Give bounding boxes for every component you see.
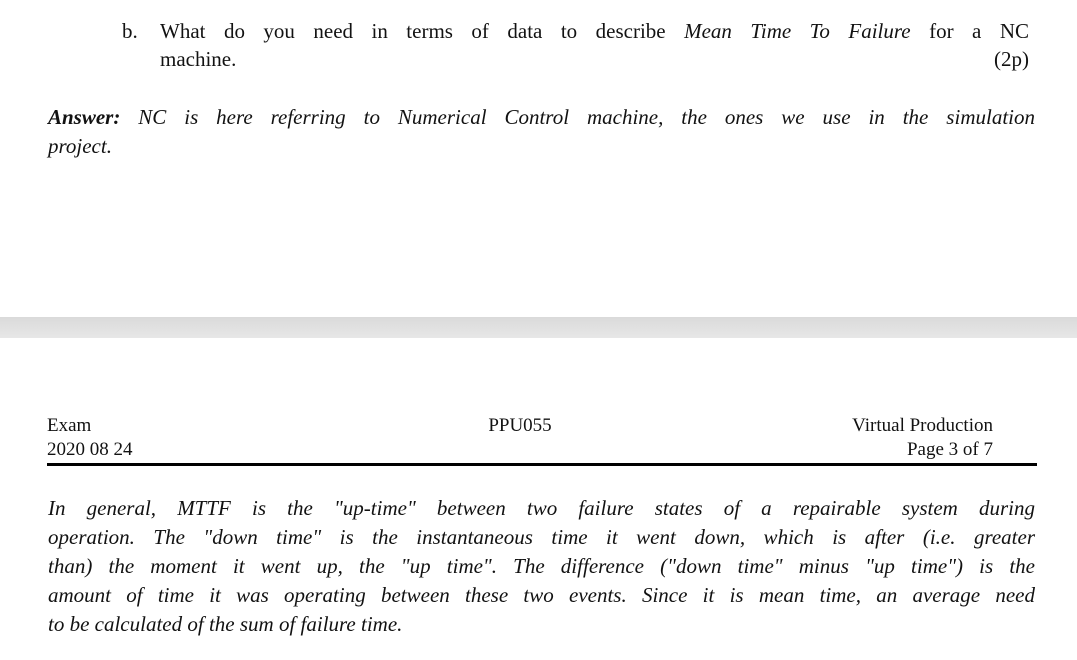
question-line1-post: for a NC xyxy=(910,19,1029,43)
page-header xyxy=(47,414,993,462)
header-page-number: Page 3 of 7 xyxy=(906,439,993,460)
mttf-paragraph-line: operation. The "down time" is the instantaneous time it went down, which is after (i.e. greater xyxy=(48,525,1035,549)
answer-line1-text: NC is here referring to Numerical Control machine, the ones we use in the simulation xyxy=(120,105,1035,129)
question-line1 xyxy=(160,17,1029,45)
header-course-code: PPU055 xyxy=(488,415,552,436)
header-date: 2020 08 24 xyxy=(47,439,133,460)
mttf-paragraph xyxy=(48,494,1035,639)
mttf-paragraph-line: In general, MTTF is the "up-time" between two failure states of a repairable system during xyxy=(48,496,1035,520)
question-body xyxy=(160,17,1029,73)
mttf-paragraph-line: to be calculated of the sum of failure time. xyxy=(48,612,403,636)
header-rule xyxy=(47,463,1037,466)
header-right xyxy=(678,414,993,462)
question-line2 xyxy=(160,45,1029,73)
question-points: (2p) xyxy=(994,47,1029,71)
page-gap-separator xyxy=(0,317,1077,338)
mttf-paragraph-line: amount of time it was operating between these two events. Since it is mean time, an average need xyxy=(48,583,1035,607)
question-label: b. xyxy=(122,19,138,43)
answer-line1 xyxy=(48,103,1035,132)
mttf-paragraph-line: than) the moment it went up, the "up time". The difference ("down time" minus "up time") is the xyxy=(48,554,1035,578)
header-left xyxy=(47,414,362,462)
question-item-b xyxy=(122,17,1029,73)
answer-line2: project. xyxy=(48,134,112,158)
header-course-name: Virtual Production xyxy=(852,415,993,436)
question-line1-pre: What do you need in terms of data to describe xyxy=(160,19,685,43)
answer-paragraph xyxy=(48,103,1035,161)
question-line2-text: machine. xyxy=(160,47,237,71)
question-line1-emphasis: Mean Time To Failure xyxy=(684,19,911,43)
answer-label: Answer: xyxy=(48,105,121,129)
header-doc-type: Exam xyxy=(47,415,92,436)
